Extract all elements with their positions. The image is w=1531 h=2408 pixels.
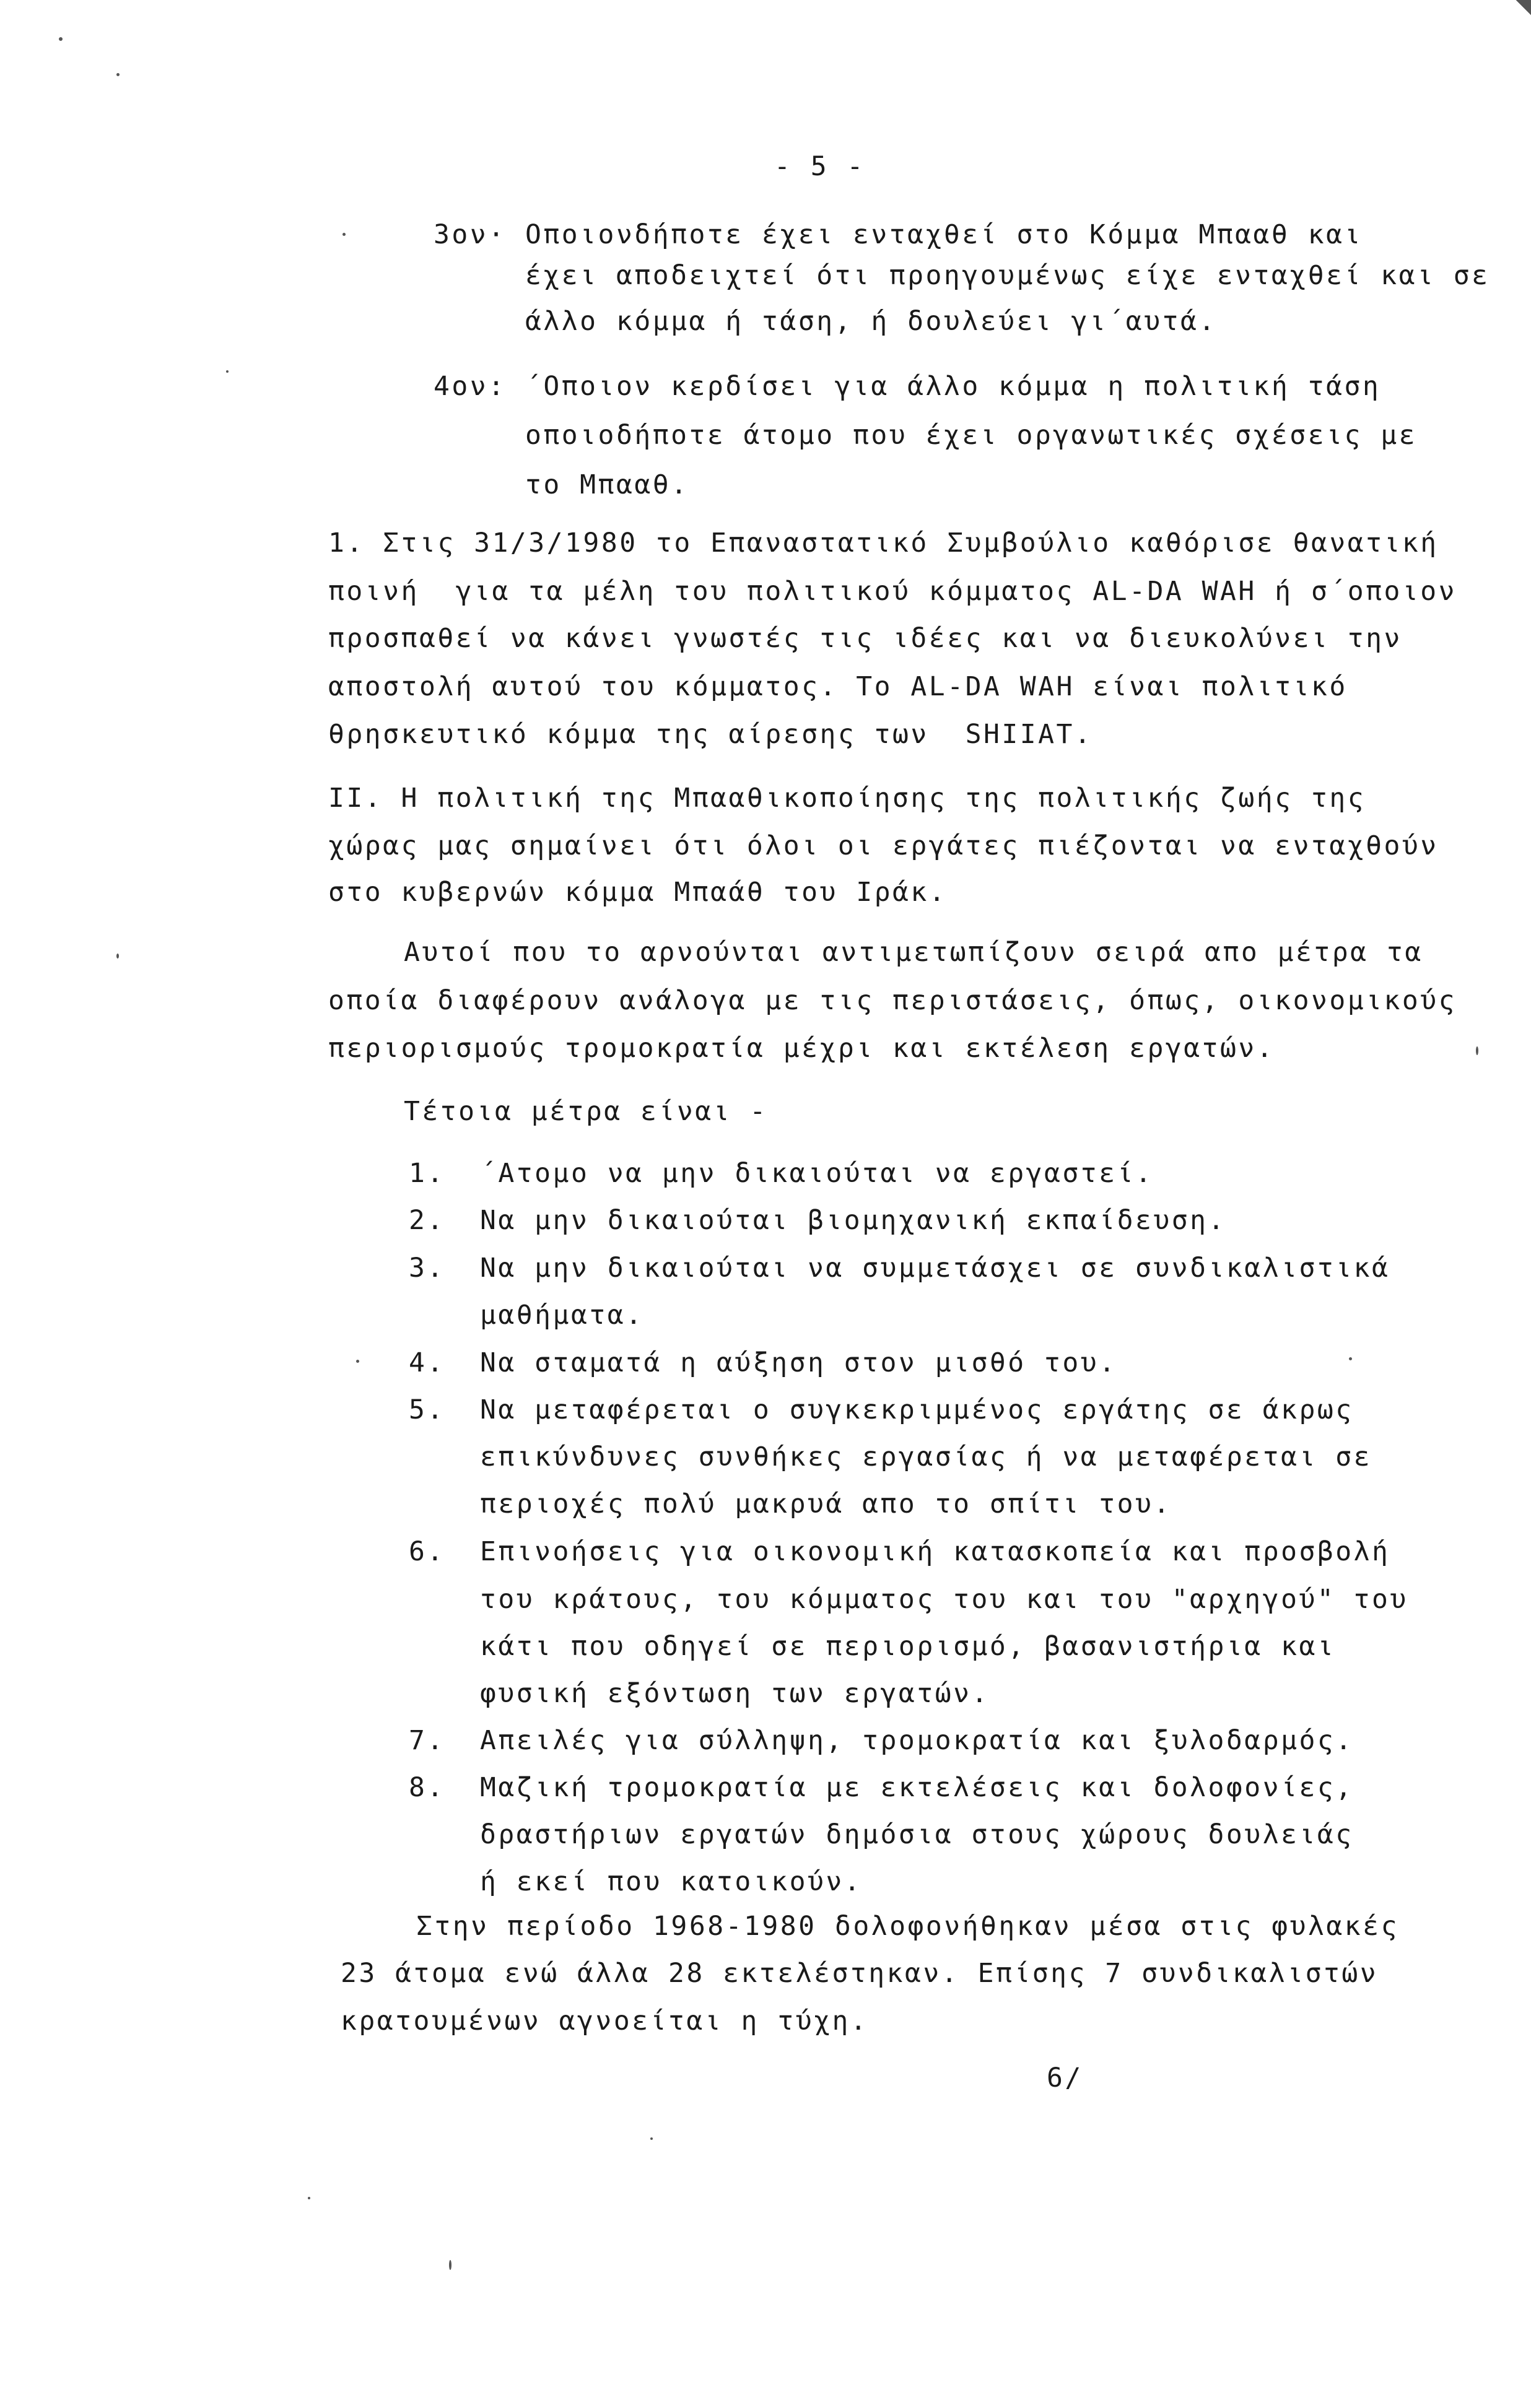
measure-6-line-2: του κράτους, του κόμματος του και του "αρχηγού" του	[480, 1584, 1408, 1615]
scan-speck	[356, 1360, 359, 1363]
measure-7-label: 7.	[409, 1725, 445, 1756]
measure-5-line-3: περιοχές πολύ μακρυά απο το σπίτι του.	[480, 1489, 1172, 1519]
measure-1-line-1: ΄Ατομο να μην δικαιούται να εργαστεί.	[480, 1158, 1154, 1189]
continuation-marker: 6/	[1047, 2062, 1083, 2093]
measure-3-line-1: Να μην δικαιούται να συμμετάσχει σε συνδικαλιστικά	[480, 1253, 1390, 1284]
measure-8-line-2: δραστήριων εργατών δημόσια στους χώρους δουλειάς	[480, 1819, 1354, 1850]
measure-6-line-3: κάτι που οδηγεί σε περιορισμό, βασανιστήρια και	[480, 1631, 1336, 1662]
item-3on-line-3: άλλο κόμμα ή τάση, ή δουλεύει γι΄αυτά.	[525, 306, 1217, 337]
para-3-line-3: περιορισμούς τρομοκρατία μέχρι και εκτέλεση εργατών.	[328, 1033, 1275, 1064]
scan-speck	[449, 2260, 451, 2270]
para-4-line-3: κρατουμένων αγνοείται η τύχη.	[341, 2006, 869, 2036]
para-2-line-1: II. Η πολιτική της Μπααθικοποίησης της πολιτικής ζωής της	[328, 783, 1366, 814]
item-label-4on: 4ον:	[434, 371, 507, 402]
scan-speck	[308, 2197, 310, 2199]
measure-6-label: 6.	[409, 1536, 445, 1567]
measure-2-label: 2.	[409, 1205, 445, 1236]
measure-4-line-1: Να σταματά η αύξηση στον μισθό του.	[480, 1347, 1117, 1378]
para-2-line-2: χώρας μας σημαίνει ότι όλοι οι εργάτες πιέζονται να ενταχθούν	[328, 830, 1439, 861]
measure-7-line-1: Απειλές για σύλληψη, τρομοκρατία και ξυλοδαρμός.	[480, 1725, 1354, 1756]
page-corner-mark	[1506, 0, 1531, 25]
measures-intro: Τέτοια μέτρα είναι -	[404, 1096, 768, 1127]
item-4on-line-1: ΄Οποιον κερδίσει για άλλο κόμμα η πολιτική τάση	[525, 371, 1381, 402]
measure-3-label: 3.	[409, 1253, 445, 1284]
scan-speck	[59, 37, 63, 41]
para-1-line-1: 1. Στις 31/3/1980 το Επαναστατικό Συμβούλιο καθόρισε θανατική	[328, 528, 1439, 559]
para-2-line-3: στο κυβερνών κόμμα Μπαάθ του Ιράκ.	[328, 877, 948, 908]
para-4-line-2: 23 άτομα ενώ άλλα 28 εκτελέστηκαν. Επίσης 7 συνδικαλιστών	[341, 1958, 1379, 1989]
item-3on-line-2: έχει αποδειχτεί ότι προηγουμένως είχε ενταχθεί και σε	[525, 260, 1490, 291]
para-4-line-1: Στην περίοδο 1968-1980 δολοφονήθηκαν μέσα στις φυλακές	[416, 1911, 1399, 1942]
para-1-line-3: προσπαθεί να κάνει γνωστές τις ιδέες και να διευκολύνει την	[328, 623, 1402, 654]
scan-speck	[116, 954, 119, 958]
para-3-line-1: Αυτοί που το αρνούνται αντιμετωπίζουν σειρά απο μέτρα τα	[404, 937, 1423, 968]
measure-8-line-1: Μαζική τρομοκρατία με εκτελέσεις και δολοφονίες,	[480, 1772, 1354, 1803]
item-4on-line-2: οποιοδήποτε άτομο που έχει οργανωτικές σχέσεις με	[525, 420, 1418, 451]
scan-speck	[1349, 1357, 1352, 1360]
item-3on-line-1: Οποιονδήποτε έχει ενταχθεί στο Κόμμα Μπααθ και	[525, 219, 1363, 250]
para-1-line-5: θρησκευτικό κόμμα της αίρεσης των SHIIAT.	[328, 719, 1093, 750]
measure-8-label: 8.	[409, 1772, 445, 1803]
scan-speck	[650, 2137, 653, 2140]
measure-6-line-4: φυσική εξόντωση των εργατών.	[480, 1678, 990, 1709]
para-1-line-4: αποστολή αυτού του κόμματος. Το AL-DA WAH είναι πολιτικό	[328, 671, 1348, 702]
measure-5-line-1: Να μεταφέρεται ο συγκεκριμμένος εργάτης σε άκρως	[480, 1394, 1354, 1425]
scan-speck	[342, 233, 346, 236]
measure-2-line-1: Να μην δικαιούται βιομηχανική εκπαίδευση.	[480, 1205, 1226, 1236]
scan-speck	[226, 370, 229, 373]
measure-5-label: 5.	[409, 1394, 445, 1425]
measure-4-label: 4.	[409, 1347, 445, 1378]
measure-5-line-2: επικύνδυνες συνθήκες εργασίας ή να μεταφέρεται σε	[480, 1441, 1372, 1472]
page-number: - 5 -	[774, 151, 865, 182]
measure-8-line-3: ή εκεί που κατοικούν.	[480, 1866, 863, 1897]
para-3-line-2: οποία διαφέρουν ανάλογα με τις περιστάσεις, όπως, οικονομικούς	[328, 985, 1457, 1016]
measure-3-line-2: μαθήματα.	[480, 1300, 644, 1331]
item-4on-line-3: το Μπααθ.	[525, 469, 689, 500]
measure-1-label: 1.	[409, 1158, 445, 1189]
scan-speck	[1476, 1046, 1478, 1055]
item-label-3on: 3ον·	[434, 219, 507, 250]
para-1-line-2: ποινή για τα μέλη του πολιτικού κόμματος AL-DA WAH ή σ΄οποιον	[328, 576, 1457, 607]
scan-speck	[116, 73, 120, 76]
measure-6-line-1: Επινοήσεις για οικονομική κατασκοπεία και προσβολή	[480, 1536, 1390, 1567]
